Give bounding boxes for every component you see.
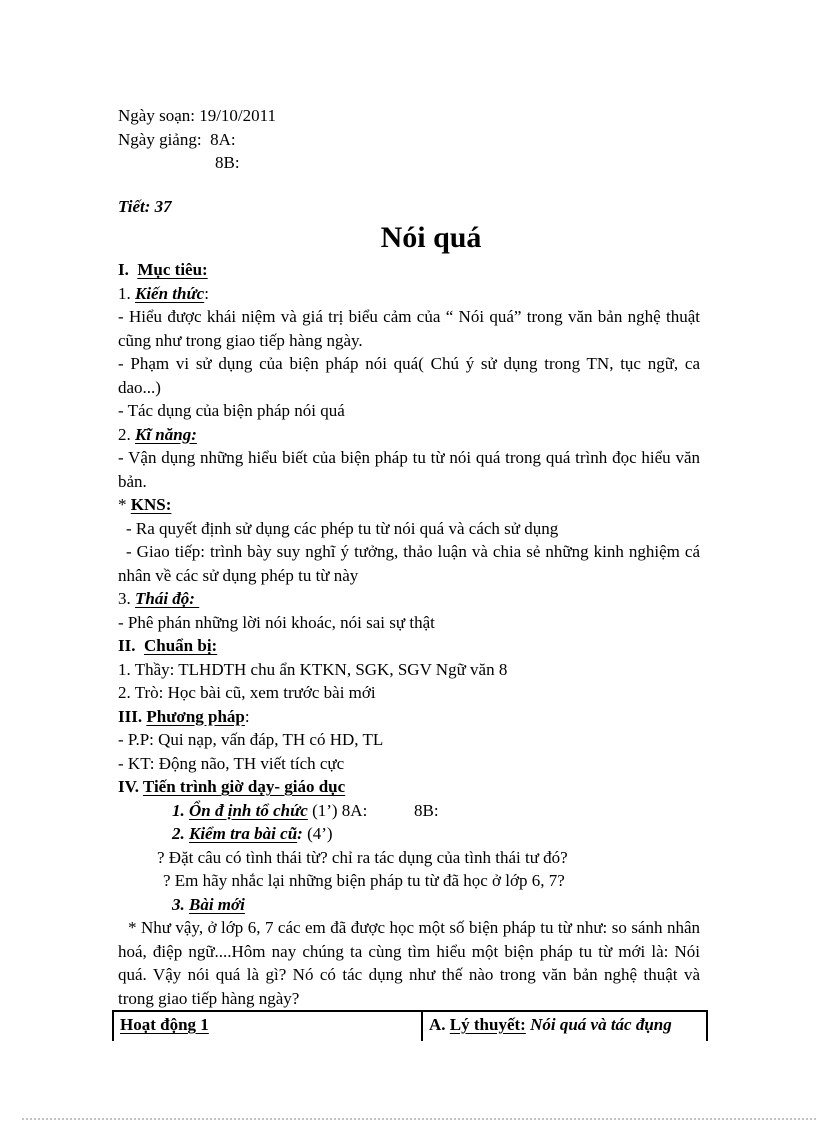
theory-prefix: A. (429, 1015, 450, 1034)
doc-line (118, 540, 700, 587)
date-prepared: Ngày soạn: 19/10/2011 (118, 106, 277, 125)
theory-title: Nói quá và tác đụng (525, 1015, 672, 1034)
doc-line (118, 634, 700, 658)
text-segment: Ổn đ ịnh tổ chức (189, 800, 308, 820)
text-segment (135, 636, 144, 655)
text-segment: II. (118, 636, 136, 655)
text-segment: Tiến trình giờ dạy- giáo dục (142, 777, 346, 796)
doc-line (118, 258, 700, 282)
doc-line (118, 305, 700, 352)
doc-line (118, 399, 700, 423)
text-segment: IV. (118, 777, 143, 796)
doc-line (118, 446, 700, 493)
text-segment: : (297, 824, 308, 843)
doc-line (118, 822, 700, 846)
doc-line (118, 423, 700, 447)
text-segment: - Vận dụng những hiểu biết của biện pháp tu từ nói quá trong quá trình đọc hiểu văn bản. (118, 448, 700, 491)
text-segment: Phương pháp (146, 706, 245, 726)
doc-line (118, 282, 700, 306)
text-segment: 1. Thầy: TLHDTH chu ẩn KTKN, SGK, SGV Ngữ văn 8 (118, 659, 508, 679)
text-segment: 2. (172, 824, 189, 843)
doc-line (118, 846, 700, 870)
document-body (118, 258, 700, 1010)
text-segment: - Hiểu được khái niệm và giá trị biểu cảm của “ Nói quá” trong văn bản nghệ thuật cũng như trong giao tiếp hàng ngày. (118, 307, 700, 350)
doc-line (118, 658, 700, 682)
text-segment: : (244, 706, 250, 726)
activity-cell (113, 1011, 422, 1041)
text-segment: - P.P: Qui nạp, vấn đáp, TH có HD, TL (118, 730, 384, 749)
text-segment: Mục tiêu: (137, 260, 208, 279)
doc-line (118, 352, 700, 399)
text-segment: - Ra quyết định sử dụng các phép tu từ nói quá và cách sử dụng (126, 518, 559, 538)
doc-line (118, 775, 700, 799)
text-segment: * (118, 495, 131, 514)
date-taught-8b: 8B: (215, 153, 240, 172)
doc-line (118, 493, 700, 517)
doc-line (118, 893, 700, 917)
text-segment: Kiến thức (135, 283, 205, 303)
text-segment: Bài mới (189, 894, 245, 914)
text-segment: : (204, 283, 209, 303)
text-segment: Chuẩn bị: (143, 636, 218, 655)
text-segment: III. (118, 706, 147, 726)
text-segment: - Giao tiếp: trình bày suy nghĩ ý tưởng, thảo luận và chia sẻ những kinh nghiệm cá nhân về các sử dụng phép tu từ này (118, 542, 700, 585)
text-segment: * Như vậy, ở lớp 6, 7 các em đã được học một số biện pháp tu từ như: so sánh nhân hoá, điệp ngữ....Hôm nay chúng ta cùng tìm hiểu một biện pháp tu từ mới là: Nói quá. Vậy nói quá là gì? Nó có tác dụng như thế nào trong văn bản nghệ thuật và trong giao tiếp hàng ngày? (118, 918, 700, 1008)
text-segment: 1. (118, 283, 135, 303)
text-segment: Kĩ năng: (135, 424, 197, 444)
text-segment: KNS: (130, 495, 172, 514)
doc-line (118, 705, 700, 729)
doc-line (118, 752, 700, 776)
text-segment: (4’) (307, 824, 333, 843)
text-segment: I. (118, 260, 129, 279)
doc-line (118, 681, 700, 705)
lesson-title: Nói quá (380, 221, 482, 254)
text-segment: 2. Trò: Học bài cũ, xem trước bài mới (118, 683, 376, 702)
doc-line (118, 587, 700, 611)
doc-line (118, 517, 700, 541)
date-taught-8a: Ngày giảng: 8A: (118, 129, 236, 149)
text-segment: Kiểm tra bài cũ (189, 824, 298, 843)
activity-table (112, 1010, 708, 1041)
text-segment: - KT: Động não, TH viết tích cực (118, 753, 345, 773)
text-segment: Thái độ: (135, 589, 200, 608)
text-segment: - Phạm vi sử dụng của biện pháp nói quá( Chú ý sử dụng trong TN, tục ngữ, ca dao...) (118, 354, 700, 397)
text-segment: 3. (172, 894, 189, 914)
text-segment: - Tác dụng của biện pháp nói quá (118, 401, 345, 420)
lesson-number: Tiết: 37 (118, 196, 172, 216)
doc-line (118, 869, 700, 893)
activity-label: Hoạt động 1 (120, 1015, 209, 1034)
doc-line (118, 611, 700, 635)
text-segment: 3. (118, 589, 135, 608)
text-segment: 1. (172, 800, 189, 820)
text-segment: 2. (118, 424, 135, 444)
doc-line (118, 799, 700, 823)
text-segment: ? Em hãy nhắc lại những biện pháp tu từ đã học ở lớp 6, 7? (163, 871, 565, 890)
page-bottom-margin-guide (22, 1118, 816, 1120)
doc-line (118, 728, 700, 752)
theory-label: Lý thuyết: (449, 1015, 526, 1034)
text-segment: - Phê phán những lời nói khoác, nói sai sự thật (118, 612, 435, 632)
text-segment: ? Đặt câu có tình thái từ? chỉ ra tác dụng của tình thái tư đó? (157, 847, 568, 867)
text-segment: (1’) 8A: 8B: (307, 800, 439, 820)
doc-line (118, 916, 700, 1010)
theory-cell (422, 1011, 707, 1041)
table-row (113, 1011, 707, 1041)
